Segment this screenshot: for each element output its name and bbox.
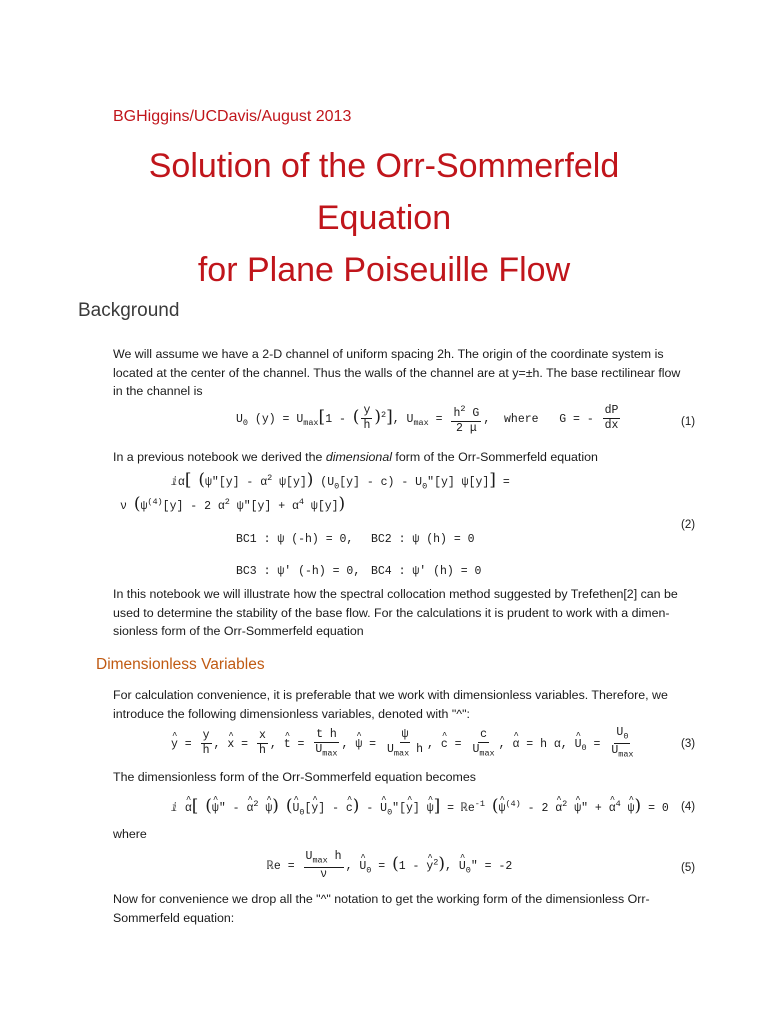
paragraph-intro	[113, 345, 693, 401]
paragraph-where	[113, 825, 693, 844]
paragraph-method	[113, 585, 693, 641]
paragraph-line: We will assume we have a 2-D channel of uniform spacing 2h. The origin of the coordinate system is	[113, 347, 664, 361]
title-line-1: Solution of the Orr-Sommerfeld	[148, 147, 620, 185]
title-line-2: Equation	[316, 199, 452, 237]
title-line-3: for Plane Poiseuille Flow	[197, 251, 571, 289]
boundary-condition-4: BC4 : ψ′ (h) = 0	[371, 565, 482, 578]
paragraph-line: in the channel is	[113, 384, 203, 398]
boundary-condition-1: BC1 : ψ (-h) = 0,	[236, 533, 354, 546]
boundary-condition-2: BC2 : ψ (h) = 0	[371, 533, 475, 546]
page-title	[0, 140, 768, 296]
paragraph-line: introduce the following dimensionless variables, denoted with "^":	[113, 706, 470, 721]
paragraph-text: In a previous notebook we derived the	[113, 450, 326, 464]
equation-4: ⅈ ^ α[ (^ ψ″ - ^ $\alpha^2$ ^ ψ) (^ $U_0[\^{}$ y] - ^ c) - ^ $U_0''[\^{}$ y] ^ ψ] = ℝe$^{-1}$ (^ $\psi^{(4)} - 2$ ^ $\alpha^2$ ^ ψ″ + ^ $\alpha^4$ ^ ψ) = 0	[171, 796, 669, 817]
boundary-condition-3: BC3 : ψ′ (-h) = 0,	[236, 565, 361, 578]
paragraph-line: Sommerfeld equation:	[113, 910, 235, 925]
paragraph-dimensionless-form	[113, 768, 693, 787]
equation-2-line-2: ν ($\psi^{(4)}[y] - 2$ $\alpha^2$ $\psi''[y] + \alpha^4$ ψ[y])	[120, 494, 346, 514]
equation-number: (4)	[681, 801, 696, 813]
section-heading-dimensionless: Dimensionless Variables	[96, 656, 265, 673]
equation-number: (5)	[681, 862, 696, 874]
paragraph-line: The dimensionless form of the Orr-Sommerfeld equation becomes	[113, 770, 476, 784]
paragraph-line: sionless form of the Orr-Sommerfeld equation	[113, 624, 364, 638]
paragraph-working-form	[113, 890, 693, 927]
paragraph-variables	[113, 686, 693, 723]
paragraph-line: where	[113, 827, 147, 841]
author-line: BGHiggins/UCDavis/August 2013	[113, 108, 352, 125]
paragraph-line: In this notebook we will illustrate how the spectral collocation method suggested by Trefethen[2] can be	[113, 587, 678, 601]
section-heading-background: Background	[78, 300, 180, 321]
equation-number: (1)	[681, 416, 696, 428]
equation-number: (3)	[681, 738, 696, 750]
paragraph-line: used to determine the stability of the base flow. For the calculations it is prudent to work with a dimen-	[113, 605, 670, 620]
paragraph-line: Now for convenience we drop all the "^" notation to get the working form of the dimensionless Orr-	[113, 892, 650, 906]
paragraph-line: located at the center of the channel. Thus the walls of the channel are at y=±h. The base rectilinear flow	[113, 365, 681, 380]
equation-number: (2)	[681, 519, 696, 531]
equation-5: ℝe = $\frac{U_{max} h}{\nu}$ , ^ $U_0 = (1$ - ^ $y^2$), ^ $U_0'' = -2$	[267, 850, 512, 882]
equation-2-line-1: ⅈα[ ($\psi''[y] - \alpha^2$ ψ[y]) $(U_0[y] - c) - U_0''[y] \psi[y]$] =	[171, 470, 510, 492]
paragraph-dimensional	[113, 448, 693, 467]
equation-1: $U_0$ $(y) = U_{max}[1$ - ( $\frac{y}{h}$ )$^2$], $U_{max}$ = $\frac{h^2 G}{2 \mu}$ , where G = - $\frac{dP}{dx}$	[236, 404, 619, 435]
paragraph-line: For calculation convenience, it is preferable that we work with dimensionless variables. Therefore, we	[113, 688, 668, 702]
equation-3: ^ y = $\frac{y}{h}$ , ^ x = $\frac{x}{h}$ , ^ t = $\frac{\text{t h}}{U_{max}}$ , ^ ψ = $\frac{\psi}{U_{max} h}$ , ^ c = $\frac{c}{U_{max}}$ , ^ α = h α, ^ $U_0$ = $\frac{U_0}{U_{max}}$	[171, 726, 638, 762]
paragraph-text: form of the Orr-Sommerfeld equation	[391, 450, 598, 464]
emphasis-dimensional: dimensional	[325, 450, 392, 464]
